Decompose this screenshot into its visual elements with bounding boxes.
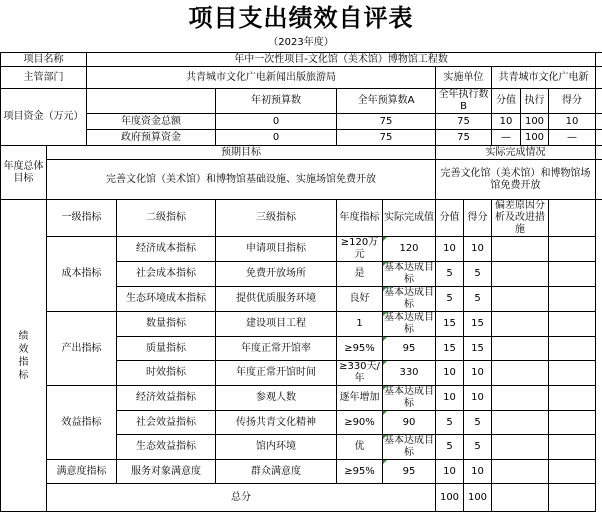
perf-level2-cell: 经济效益指标	[117, 386, 216, 411]
goals-text-row	[1, 160, 602, 200]
perf-actual-cell: 基本达成目标	[384, 386, 434, 409]
perf-got-cell: 10	[464, 386, 492, 411]
perf-got-cell: 10	[464, 361, 492, 386]
perf-got-cell: 5	[464, 287, 492, 312]
perf-score-cell: 10	[436, 237, 464, 262]
goals-actual-text: 完善文化馆（美术馆）和博物馆场馆免费开放	[436, 160, 596, 200]
funds-total-score: 10	[492, 114, 521, 130]
perf-score-cell: 15	[436, 337, 464, 361]
perf-level3-cell: 群众满意度	[216, 460, 337, 484]
funds-total-got: 10	[549, 114, 596, 130]
perf-row	[1, 460, 602, 484]
perf-level3-cell: 免费开放场所	[216, 262, 337, 287]
perf-annual-cell: 是	[337, 262, 383, 287]
perf-score-cell: 5	[436, 411, 464, 435]
funds-gov-initial: 0	[216, 130, 337, 146]
funds-total-annual: 75	[337, 114, 436, 130]
funds-total-initial: 0	[216, 114, 337, 130]
total-label: 总分	[47, 484, 436, 512]
goals-label: 年度总体目标	[1, 146, 47, 200]
department-value: 共青城市文化广电新闻出版旅游局	[87, 67, 436, 89]
perf-actual-cell: 基本达成目标	[384, 262, 434, 285]
perf-reason-cell	[492, 262, 549, 287]
perf-got-cell: 15	[464, 337, 492, 361]
perf-score-cell: 10	[436, 361, 464, 386]
perf-level1-cell: 产出指标	[47, 312, 117, 386]
perf-level2-cell: 数量指标	[117, 312, 216, 337]
perf-got-cell: 15	[464, 312, 492, 337]
funds-header-got: 得分	[549, 89, 596, 114]
perf-got-cell: 10	[464, 237, 492, 262]
total-reason	[492, 484, 549, 512]
funds-total-rate: 100	[521, 114, 549, 130]
funds-header-rate: 执行	[521, 89, 549, 114]
perf-level2-cell: 质量指标	[117, 337, 216, 361]
perf-annual-cell: 逐年增加	[337, 386, 383, 411]
funds-header-score: 分值	[492, 89, 521, 114]
perf-reason-cell	[492, 337, 549, 361]
perf-annual-cell: ≥120万元	[337, 237, 383, 262]
funds-header-row	[1, 89, 602, 114]
funds-gov-label: 政府预算资金	[87, 130, 216, 146]
year-label: （2023年度）	[268, 37, 334, 48]
perf-level3-cell: 提供优质服务环境	[216, 287, 337, 312]
perf-row	[1, 386, 602, 411]
perf-label-text: 绩效指标	[18, 330, 29, 381]
project-name-row	[1, 53, 602, 67]
perf-actual-cell: 基本达成目标	[384, 287, 434, 310]
perf-score-cell: 5	[436, 287, 464, 312]
implementer-label: 实施单位	[436, 67, 492, 89]
perf-header-got: 得分	[464, 200, 492, 237]
perf-level1-cell: 成本指标	[47, 237, 117, 312]
perf-annual-cell: 良好	[337, 287, 383, 312]
perf-got-cell: 5	[464, 435, 492, 460]
perf-got-cell: 5	[464, 411, 492, 435]
perf-reason-cell	[492, 411, 549, 435]
project-name-value: 年中一次性项目-文化馆（美术馆）博物馆工程数	[87, 53, 596, 67]
perf-header-score: 分值	[436, 200, 464, 237]
perf-score-cell: 10	[436, 386, 464, 411]
perf-score-cell: 5	[436, 435, 464, 460]
perf-level1-cell: 满意度指标	[47, 460, 117, 484]
goals-actual-header: 实际完成情况	[436, 146, 596, 160]
perf-reason-cell	[492, 361, 549, 386]
perf-level3-cell: 传扬共青文化精神	[216, 411, 337, 435]
total-score: 100	[436, 484, 464, 512]
goals-expected-header: 预期目标	[47, 146, 436, 160]
perf-level1-cell: 效益指标	[47, 386, 117, 460]
perf-header-annual: 年度指标	[337, 200, 383, 237]
perf-header-level2: 二级指标	[117, 200, 216, 237]
perf-annual-cell: ≥95%	[337, 460, 383, 484]
perf-annual-cell: 优	[337, 435, 383, 460]
perf-annual-cell: ≥330天/年	[337, 361, 383, 386]
perf-actual-cell: 120	[383, 237, 436, 262]
perf-annual-cell: 1	[337, 312, 383, 337]
implementer-value: 共青城市文化广电新	[492, 67, 596, 89]
department-row	[1, 67, 602, 89]
perf-header-level3: 三级指标	[216, 200, 337, 237]
perf-actual-cell: 基本达成目标	[384, 435, 434, 458]
perf-row	[1, 312, 602, 337]
funds-header-executed: 全年执行数B	[436, 89, 492, 114]
funds-gov-executed: 75	[436, 130, 492, 146]
perf-level3-cell: 年度正常开馆率	[216, 337, 337, 361]
perf-row	[1, 237, 602, 262]
project-name-label: 项目名称	[1, 53, 87, 67]
funds-total-row	[1, 114, 602, 130]
perf-label	[1, 200, 47, 512]
perf-header-row	[1, 200, 602, 237]
perf-score-cell: 5	[436, 262, 464, 287]
perf-level2-cell: 生态环境成本指标	[117, 287, 216, 312]
funds-label: 项目资金（万元）	[1, 89, 87, 146]
perf-reason-cell	[492, 237, 549, 262]
perf-reason-cell	[492, 312, 549, 337]
total-got: 100	[464, 484, 492, 512]
perf-score-cell: 10	[436, 460, 464, 484]
perf-header-level1: 一级指标	[47, 200, 117, 237]
funds-gov-row	[1, 130, 602, 146]
perf-reason-cell	[492, 435, 549, 460]
page-title: 项目支出绩效自评表	[188, 3, 414, 32]
funds-total-label: 年度资金总额	[87, 114, 216, 130]
perf-actual-cell: 95	[383, 337, 436, 361]
department-label: 主管部门	[1, 67, 87, 89]
perf-level3-cell: 年度正常开馆时间	[216, 361, 337, 386]
perf-actual-cell: 95	[383, 460, 436, 484]
perf-reason-cell	[492, 460, 549, 484]
perf-level2-cell: 生态效益指标	[117, 435, 216, 460]
perf-actual-cell: 基本达成目标	[384, 312, 434, 335]
funds-gov-got: —	[549, 130, 596, 146]
funds-header-initial: 年初预算数	[216, 89, 337, 114]
perf-level3-cell: 申请项目指标	[216, 237, 337, 262]
funds-header-annual: 全年预算数A	[337, 89, 436, 114]
goals-expected-text: 完善文化馆（美术馆）和博物馆基础设施、实施场馆免费开放	[47, 160, 436, 200]
total-row	[1, 484, 602, 512]
perf-reason-cell	[492, 386, 549, 411]
perf-header-reason: 偏差原因分析及改进措施	[492, 200, 549, 237]
perf-level3-cell: 参观人数	[216, 386, 337, 411]
perf-level2-cell: 社会效益指标	[117, 411, 216, 435]
perf-score-cell: 15	[436, 312, 464, 337]
evaluation-table	[0, 52, 602, 512]
goals-header-row	[1, 146, 602, 160]
funds-gov-score: —	[492, 130, 521, 146]
perf-level2-cell: 经济成本指标	[117, 237, 216, 262]
funds-gov-annual: 75	[337, 130, 436, 146]
perf-level2-cell: 服务对象满意度	[117, 460, 216, 484]
funds-total-executed: 75	[436, 114, 492, 130]
perf-actual-cell: 90	[383, 411, 436, 435]
perf-level3-cell: 建设项目工程	[216, 312, 337, 337]
perf-annual-cell: ≥90%	[337, 411, 383, 435]
perf-actual-cell: 330	[383, 361, 436, 386]
perf-got-cell: 10	[464, 460, 492, 484]
perf-header-actual: 实际完成值	[383, 200, 436, 237]
perf-level3-cell: 馆内环境	[216, 435, 337, 460]
perf-level2-cell: 时效指标	[117, 361, 216, 386]
perf-annual-cell: ≥95%	[337, 337, 383, 361]
perf-reason-cell	[492, 287, 549, 312]
perf-level2-cell: 社会成本指标	[117, 262, 216, 287]
perf-got-cell: 5	[464, 262, 492, 287]
funds-gov-rate: 100	[521, 130, 549, 146]
